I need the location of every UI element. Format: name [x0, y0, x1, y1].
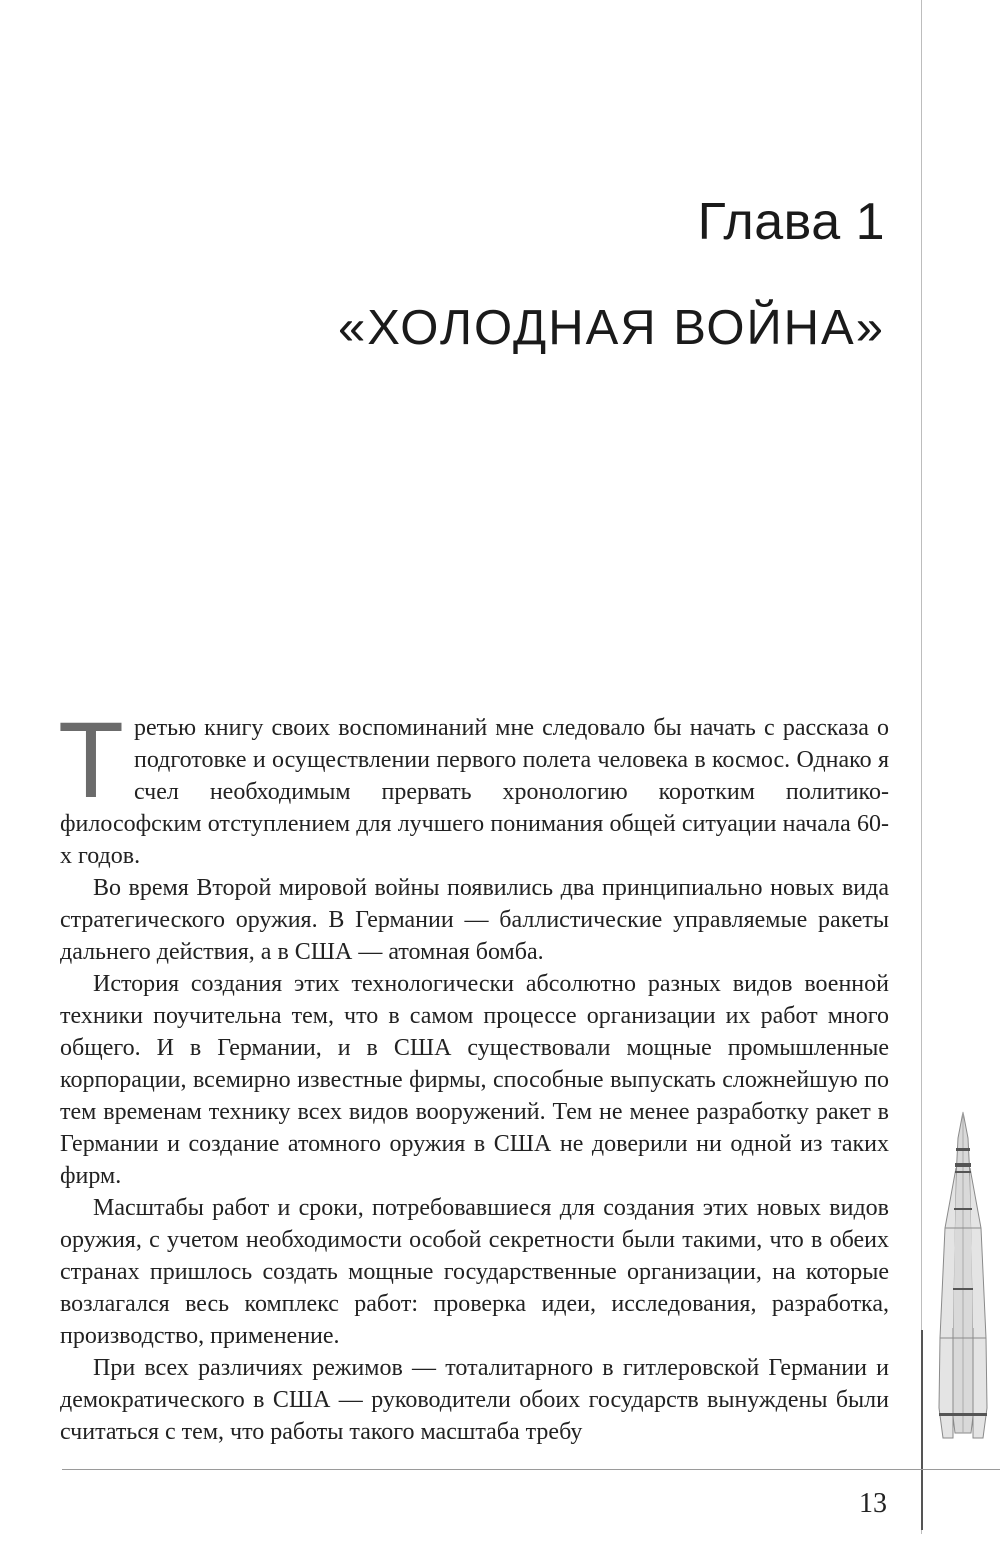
paragraph-2: Во время Второй мировой войны появились два принципиально новых вида стратегического оружия. В Германии — баллистические управляемые ракеты дальнего действия, а в США — атомная бомба.: [60, 875, 889, 965]
chapter-label: Глава 1: [697, 193, 885, 251]
footer-rule: [62, 1469, 1000, 1470]
paragraph-1: [58, 699, 889, 872]
paragraph-1-text: ретью книгу своих воспоминаний мне следовало бы начать с рассказа о подготовке и осуществлении первого полета человека в космос. Однако я счел необходимым прервать хронологию коротким политико-философским отступлением для лучшего понимания общей ситуации начала 60-х годов.: [60, 715, 889, 869]
page-number: 13: [859, 1488, 887, 1519]
body-text: [58, 699, 889, 1448]
chapter-title: «ХОЛОДНАЯ ВОЙНА»: [337, 301, 885, 355]
drop-cap: Т: [58, 699, 124, 820]
margin-vertical-rule-dark: [921, 1330, 923, 1530]
margin-vertical-rule: [921, 0, 922, 1534]
paragraph-3: История создания этих технологически абсолютно разных видов военной техники поучительна тем, что в самом процессе организации их работ много общего. И в Германии, и в США существовали мощные промышленные корпорации, всемирно известные фирмы, способные выпускать сложнейшую по тем временам технику всех видов вооружений. Тем не менее разработку ракет в Германии и создание атомного оружия в США не доверили ни одной из таких фирм.: [60, 971, 889, 1189]
rocket-illustration-icon: [925, 1108, 1000, 1448]
paragraph-4: Масштабы работ и сроки, потребовавшиеся для создания этих новых видов оружия, с учетом необходимости особой секретности были такими, что в обеих странах пришлось создать мощные государственные организации, на которые возлагался весь комплекс работ: проверка идеи, исследования, разработка, производство, применение.: [60, 1195, 889, 1349]
paragraph-5: При всех различиях режимов — тоталитарного в гитлеровской Германии и демократического в США — руководители обоих государств вынуждены были считаться с тем, что работы такого масштаба требу: [60, 1355, 889, 1445]
